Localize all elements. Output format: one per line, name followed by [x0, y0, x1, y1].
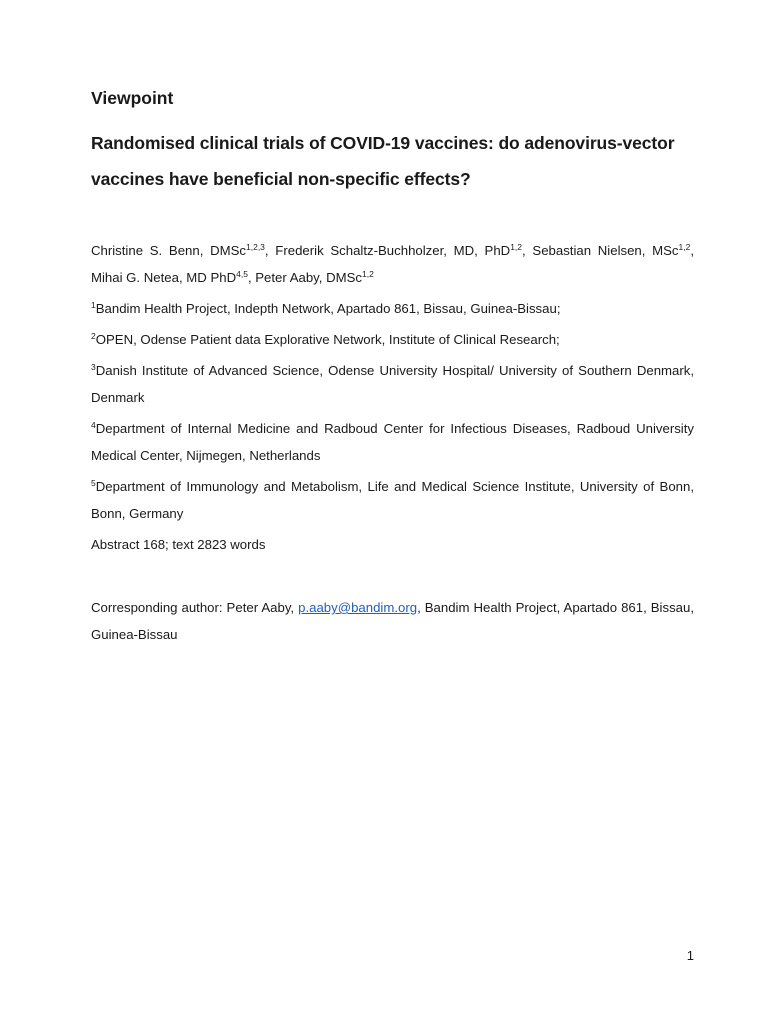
article-title: Randomised clinical trials of COVID-19 vaccines: do adenovirus-vector vaccines have beneficial non-specific effects? [91, 133, 675, 189]
author-separator: , [247, 270, 256, 285]
affiliation [91, 473, 694, 527]
author-affiliation-marker: 1,2 [362, 269, 374, 279]
author-name: Peter Aaby, DMSc [255, 270, 363, 285]
author-affiliation-marker: 1,2 [510, 242, 523, 252]
corresponding-email-link[interactable]: p.aaby@bandim.org [298, 600, 418, 615]
section-label: Viewpoint [91, 88, 174, 108]
affiliation-number: 2 [91, 331, 96, 341]
affiliation-number: 1 [91, 300, 96, 310]
author-list [91, 237, 694, 291]
author-name: Mihai G. Netea, MD PhD [91, 270, 237, 285]
affiliation-text: Bandim Health Project, Indepth Network, Apartado 861, Bissau, Guinea-Bissau; [95, 301, 561, 316]
affiliation [91, 415, 694, 469]
author-affiliation-marker: 4,5 [236, 269, 248, 279]
author-name: Sebastian Nielsen, MSc [532, 243, 679, 258]
corresponding-author [91, 594, 694, 648]
author-name: Christine S. Benn, DMSc [91, 243, 246, 258]
affiliation [91, 357, 694, 411]
affiliation [91, 295, 694, 322]
author-affiliation-marker: 1,2,3 [246, 242, 265, 252]
author-name: Frederik Schaltz-Buchholzer, MD, PhD [275, 243, 511, 258]
affiliation-text: OPEN, Odense Patient data Explorative Network, Institute of Clinical Research; [95, 332, 560, 347]
corresponding-author-suffix: , Bandim Health Project, Apartado 861, Bissau, Guinea-Bissau [91, 600, 694, 642]
affiliation-text: Department of Internal Medicine and Radboud Center for Infectious Diseases, Radboud University Medical Center, Nijmegen, Netherlands [91, 421, 694, 463]
word-count: Abstract 168; text 2823 words [91, 537, 266, 552]
affiliation-text: Department of Immunology and Metabolism, Life and Medical Science Institute, University of Bonn, Bonn, Germany [91, 479, 694, 521]
page-number: 1 [686, 948, 694, 963]
affiliation-number: 5 [91, 478, 96, 488]
affiliation-number: 3 [91, 362, 96, 372]
affiliation [91, 326, 694, 353]
author-separator: , [522, 243, 533, 258]
affiliation-number: 4 [91, 420, 96, 430]
author-affiliation-marker: 1,2 [678, 242, 691, 252]
document-page [91, 86, 694, 648]
author-separator: , [264, 243, 276, 258]
author-separator: , [690, 243, 695, 258]
corresponding-author-prefix: Corresponding author: Peter Aaby, [91, 600, 299, 615]
affiliation-text: Danish Institute of Advanced Science, Odense University Hospital/ University of Southern Denmark, Denmark [91, 363, 694, 405]
